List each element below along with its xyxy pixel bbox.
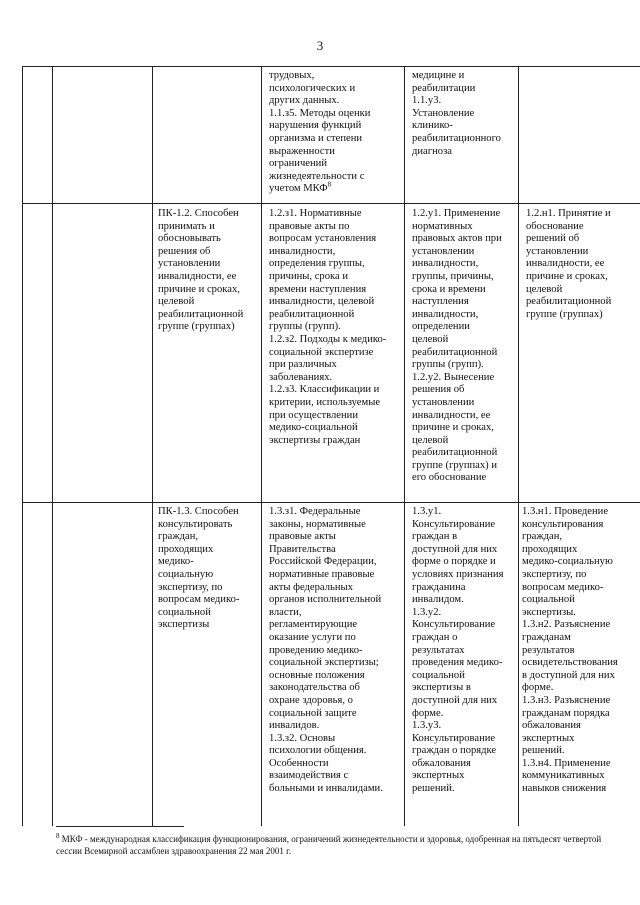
row1-skills: медицине и реабилитации 1.1.у3. Установление клинико- реабилитационного диагноза <box>412 70 501 157</box>
footnote-separator <box>56 826 184 827</box>
column-divider-2 <box>152 66 153 826</box>
row-divider-1 <box>22 203 640 204</box>
row2-knowledge: 1.2.з1. Нормативные правовые акты по вопросам установления инвалидности, определения группы, причины, срока и времени наступления инвалидности, целевой реабилитационной группы (групп). 1.2.з2. Подходы к медико- социальной экспертизе при различных заболеваниях. 1.2.з3. Классификации и критерии, используемые при осуществлении медико-социальной экспертизы граждан <box>269 208 387 446</box>
footnote-text: МКФ - международная классификация функционирования, ограничений жизнедеятельности и здоровья, одобренная на пятьдесят четвертой сессии Всемирной ассамблеи здравоохранения 22 мая 2001 г. <box>56 834 602 856</box>
row-divider-2 <box>22 502 640 503</box>
footnote-mark: 8 <box>56 832 60 840</box>
footnote <box>56 834 616 857</box>
column-divider-1 <box>52 66 53 826</box>
row2-practice: 1.2.н1. Принятие и обоснование решений об установлении инвалидности, ее причине и сроках, целевой реабилитационной группе (группах) <box>526 208 612 320</box>
row3-knowledge: 1.3.з1. Федеральные законы, нормативные правовые акты Правительства Российской Федерации, нормативные правовые акты федеральных органов исполнительной власти, регламентирующие оказание услуги по проведению медико- социальной экспертизы; основные положения законодательства об охране здоровья, о социальной защите инвалидов. 1.3.з2. Основы психологии общения. Особенности взаимодействия с больными и инвалидами. <box>269 506 383 795</box>
column-divider-3 <box>261 66 262 826</box>
row3-practice: 1.3.н1. Проведение консультирования граждан, проходящих медико-социальную экспертизу, по вопросам медико- социальной экспертизы. 1.3.н2. Разъяснение гражданам результатов освидетельствования в доступной для них форме. 1.3.н3. Разъяснение гражданам порядка обжалования экспертных решений. 1.3.н4. Применение коммуникативных навыков снижения <box>522 506 618 795</box>
row3-competency: ПК-1.3. Способен консультировать граждан, проходящих медико- социальную экспертизу, по вопросам медико- социальной экспертизы <box>158 506 240 631</box>
column-divider-5 <box>518 66 519 826</box>
row3-skills: 1.3.у1. Консультирование граждан в доступной для них форме о порядке и условиях признания гражданина инвалидом. 1.3.у2. Консультирование граждан о результатах проведения медико- социальной экспертизы в доступной для них форме. 1.3.у3. Консультирование граждан о порядке обжалования экспертных решений. <box>412 506 504 795</box>
table-top-border <box>22 66 640 67</box>
row1-knowledge: трудовых, психологических и других данных. 1.1.з5. Методы оценки нарушения функций организма и степени выраженности ограничений жизнедеятельности с учетом МКФ$^8$ <box>269 70 371 195</box>
footnote-ref: 8 <box>327 180 332 189</box>
table-left-border <box>22 66 23 826</box>
page-number: 3 <box>316 38 324 53</box>
row2-competency: ПК-1.2. Способен принимать и обосновывать решения об установлении инвалидности, ее причине и сроках, целевой реабилитационной группе (группах) <box>158 208 244 333</box>
column-divider-4 <box>404 66 405 826</box>
row2-skills: 1.2.у1. Применение нормативных правовых актов при установлении инвалидности, группы, причины, срока и времени наступления инвалидности, определении целевой реабилитационной группы (групп). 1.2.у2. Вынесение решения об установлении инвалидности, ее причине и сроках, целевой реабилитационной группе (группах) и его обоснование <box>412 208 502 484</box>
